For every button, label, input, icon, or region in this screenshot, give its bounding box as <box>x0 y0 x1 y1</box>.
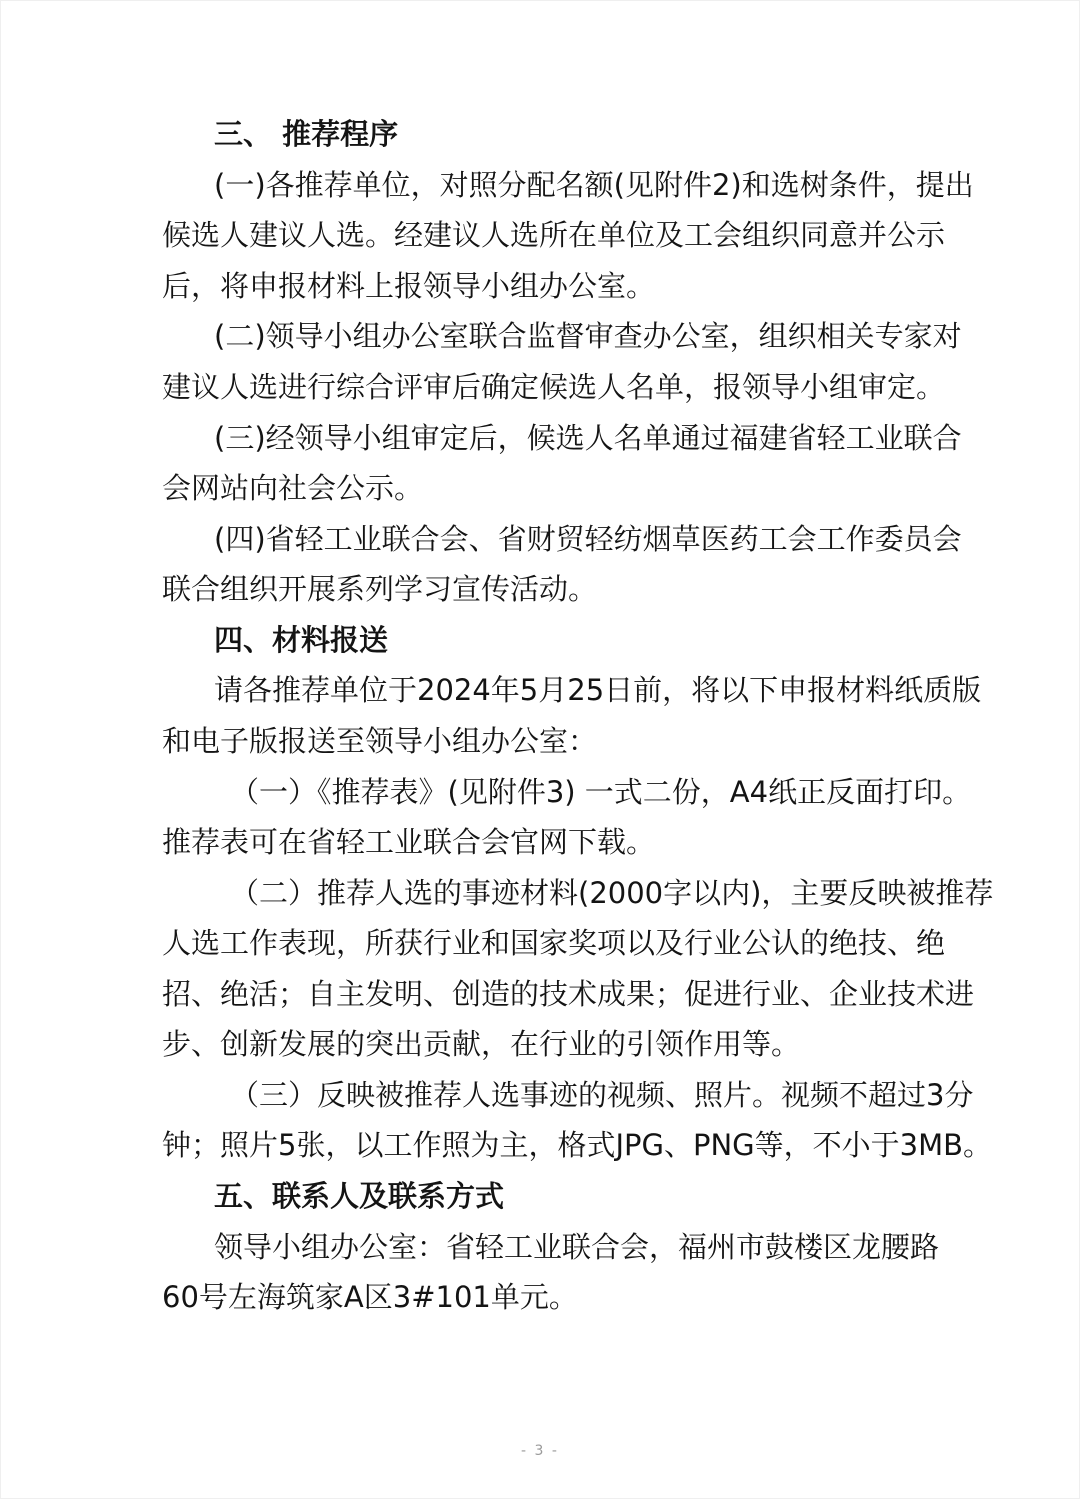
section-heading-contact: 五、联系人及联系方式 <box>214 1179 505 1213</box>
paragraph-line: （一）《推荐表》(见附件3) 一式二份，A4纸正反面打印。 <box>230 775 972 809</box>
paragraph-line: (一)各推荐单位，对照分配名额(见附件2)和选树条件，提出 <box>214 168 974 202</box>
paragraph-line: 和电子版报送至领导小组办公室： <box>162 724 598 758</box>
paragraph-line: 人选工作表现，所获行业和国家奖项以及行业公认的绝技、绝 <box>162 926 946 960</box>
paragraph-line: 步、创新发展的突出贡献，在行业的引领作用等。 <box>162 1027 801 1061</box>
paragraph-line: 60号左海筑家A区3#101单元。 <box>162 1280 578 1314</box>
paragraph-line: 招、绝活；自主发明、创造的技术成果；促进行业、企业技术进 <box>162 977 975 1011</box>
page-number: - 3 - <box>521 1443 559 1459</box>
paragraph-line: 会网站向社会公示。 <box>162 471 424 505</box>
paragraph-line: 推荐表可在省轻工业联合会官网下载。 <box>162 825 656 859</box>
paragraph-line: (二)领导小组办公室联合监督审查办公室，组织相关专家对 <box>214 319 962 353</box>
paragraph-line: 建议人选进行综合评审后确定候选人名单，报领导小组审定。 <box>162 370 946 404</box>
paragraph-line: 后，将申报材料上报领导小组办公室。 <box>162 269 656 303</box>
paragraph-line: （二）推荐人选的事迹材料(2000字以内)，主要反映被推荐 <box>230 876 994 910</box>
paragraph-line: 钟；照片5张，以工作照为主，格式JPG、PNG等，不小于3MB。 <box>162 1128 992 1162</box>
paragraph-line: (四)省轻工业联合会、省财贸轻纺烟草医药工会工作委员会 <box>214 522 962 556</box>
section-heading-recommendation-procedure: 三、 推荐程序 <box>214 117 399 151</box>
section-heading-materials-submission: 四、材料报送 <box>214 623 389 657</box>
paragraph-line: 领导小组办公室：省轻工业联合会，福州市鼓楼区龙腰路 <box>214 1230 940 1264</box>
paragraph-line: (三)经领导小组审定后，候选人名单通过福建省轻工业联合 <box>214 421 962 455</box>
paragraph-line: （三）反映被推荐人选事迹的视频、照片。视频不超过3分 <box>230 1078 974 1112</box>
paragraph-line: 请各推荐单位于2024年5月25日前，将以下申报材料纸质版 <box>214 673 982 707</box>
paragraph-line: 候选人建议人选。经建议人选所在单位及工会组织同意并公示 <box>162 218 946 252</box>
paragraph-line: 联合组织开展系列学习宣传活动。 <box>162 572 598 606</box>
